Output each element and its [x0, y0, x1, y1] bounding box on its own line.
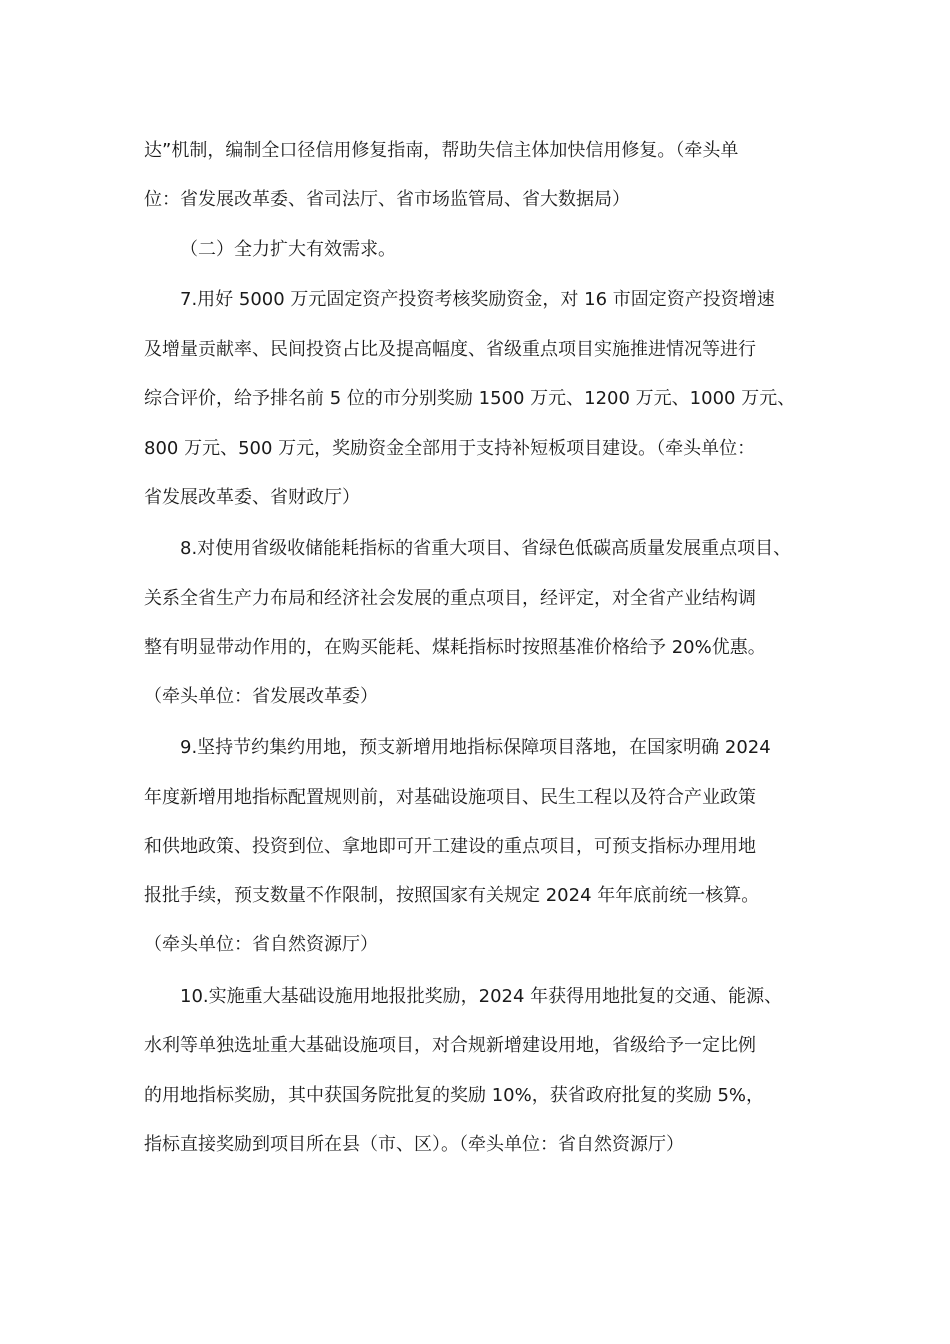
text-line: 及增量贡献率、民间投资占比及提高幅度、省级重点项目实施推进情况等进行	[144, 339, 756, 360]
text-line: 8.对使用省级收储能耗指标的省重大项目、省绿色低碳高质量发展重点项目、	[180, 538, 792, 559]
text-line: 800 万元、500 万元，奖励资金全部用于支持补短板项目建设。（牵头单位：	[144, 438, 756, 459]
text-line: 和供地政策、投资到位、拿地即可开工建设的重点项目，可预支指标办理用地	[144, 836, 756, 857]
text-line: 的用地指标奖励，其中获国务院批复的奖励 10%，获省政府批复的奖励 5%，	[144, 1085, 765, 1106]
text-line: 整有明显带动作用的，在购买能耗、煤耗指标时按照基准价格给予 20%优惠。	[144, 637, 766, 658]
text-line: 9.坚持节约集约用地，预支新增用地指标保障项目落地，在国家明确 2024	[180, 737, 771, 758]
text-line: 指标直接奖励到项目所在县（市、区）。（牵头单位：省自然资源厅）	[144, 1134, 684, 1155]
text-line: 综合评价，给予排名前 5 位的市分别奖励 1500 万元、1200 万元、1000 万元、	[144, 388, 796, 409]
text-line: 年度新增用地指标配置规则前，对基础设施项目、民生工程以及符合产业政策	[144, 787, 756, 808]
text-line: （牵头单位：省发展改革委）	[144, 686, 378, 707]
text-line: 7.用好 5000 万元固定资产投资考核奖励资金，对 16 市固定资产投资增速	[180, 289, 775, 310]
text-line: （牵头单位：省自然资源厅）	[144, 934, 378, 955]
text-line: 省发展改革委、省财政厅）	[144, 487, 360, 508]
text-line: 报批手续，预支数量不作限制，按照国家有关规定 2024 年年底前统一核算。	[144, 885, 760, 906]
text-line: 位：省发展改革委、省司法厅、省市场监管局、省大数据局）	[144, 189, 630, 210]
text-line: 水利等单独选址重大基础设施项目，对合规新增建设用地，省级给予一定比例	[144, 1035, 756, 1056]
text-line: 达”机制，编制全口径信用修复指南，帮助失信主体加快信用修复。（牵头单	[144, 140, 739, 161]
section-heading: （二）全力扩大有效需求。	[180, 239, 396, 260]
text-line: 10.实施重大基础设施用地报批奖励，2024 年获得用地批复的交通、能源、	[180, 986, 783, 1007]
text-line: 关系全省生产力布局和经济社会发展的重点项目，经评定，对全省产业结构调	[144, 588, 756, 609]
